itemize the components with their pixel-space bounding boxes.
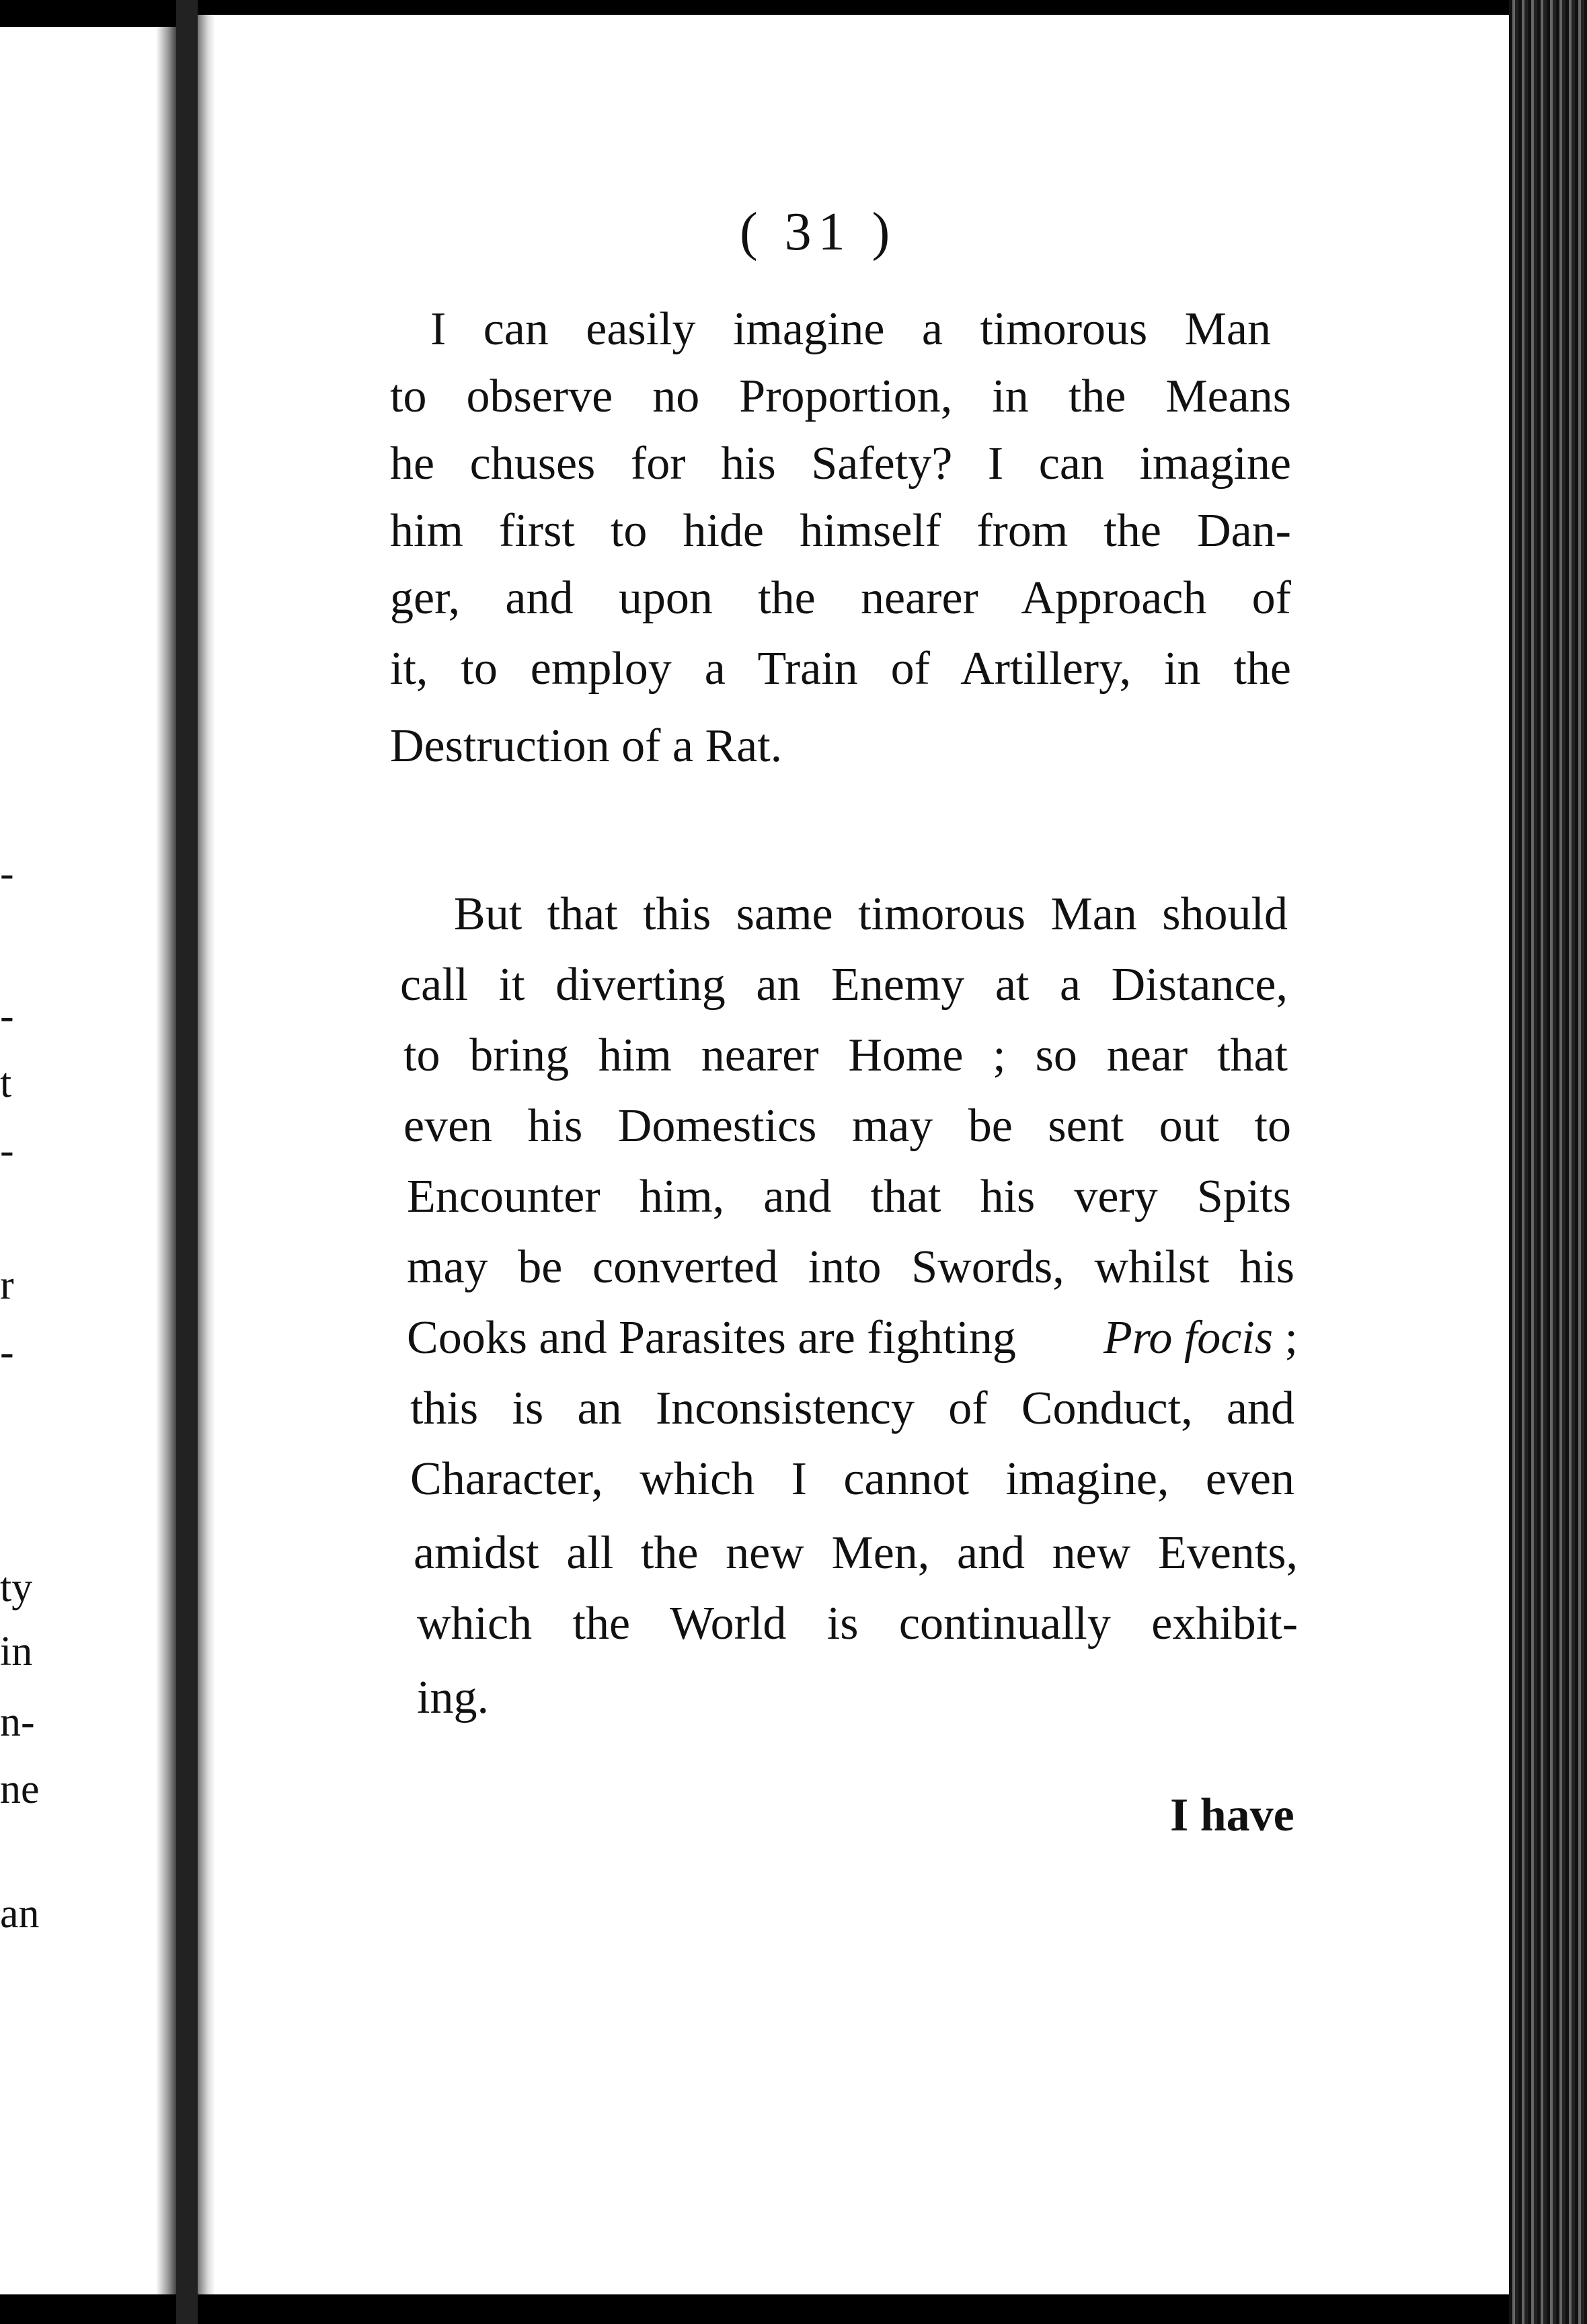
text-line: Encounter him, and that his very Spits [407,1171,1291,1223]
left-fragment: ne [0,1767,40,1812]
text-line: to observe no Proportion, in the Means [390,371,1291,422]
book-spine [176,0,198,2324]
text-line: But that this same timorous Man should [454,888,1288,940]
left-fragment: n- [0,1699,35,1745]
text-line: may be converted into Swords, whilst his [407,1241,1294,1293]
left-fragment: - [0,1128,14,1173]
text-line: amidst all the new Men, and new Events, [414,1527,1298,1579]
text-line: which the World is continually exhibit- [417,1598,1298,1650]
left-fragment: - [0,851,14,896]
gutter-shadow [156,27,176,2294]
text-segment: ; [1284,1312,1298,1364]
book-fore-edge [1509,0,1587,2324]
right-page [198,15,1509,2294]
text-segment: Cooks and Parasites are fighting [407,1312,1016,1364]
text-line: to bring him nearer Home ; so near that [403,1030,1288,1081]
text-line [407,1312,1298,1364]
left-fragment: - [0,993,14,1039]
left-fragment: ty [0,1565,33,1611]
left-page [0,27,176,2294]
left-fragment: r [0,1262,14,1308]
catchword: I have [1170,1789,1294,1841]
text-line: this is an Inconsistency of Conduct, and [410,1383,1294,1434]
left-fragment: an [0,1891,40,1937]
text-segment [1103,1312,1298,1364]
text-line: Character, which I cannot imagine, even [410,1453,1294,1505]
text-line: him first to hide himself from the Dan- [390,505,1291,557]
italic-phrase: Pro focis [1103,1312,1274,1364]
text-line: ing. [417,1672,489,1723]
page-edge-shadow [198,15,215,2294]
text-line: I can easily imagine a timorous Man [430,303,1271,355]
text-line: he chuses for his Safety? I can imagine [390,438,1291,490]
text-line: ger, and upon the nearer Approach of [390,572,1291,624]
text-line: it, to employ a Train of Artillery, in the [390,643,1291,695]
left-fragment: t [0,1060,12,1106]
text-line: even his Domestics may be sent out to [403,1100,1291,1152]
page-number: ( 31 ) [740,202,897,262]
left-fragment: in [0,1629,33,1674]
text-line: call it diverting an Enemy at a Distance, [400,959,1288,1011]
left-fragment: - [0,1329,14,1375]
text-line: Destruction of a Rat. [390,720,783,772]
